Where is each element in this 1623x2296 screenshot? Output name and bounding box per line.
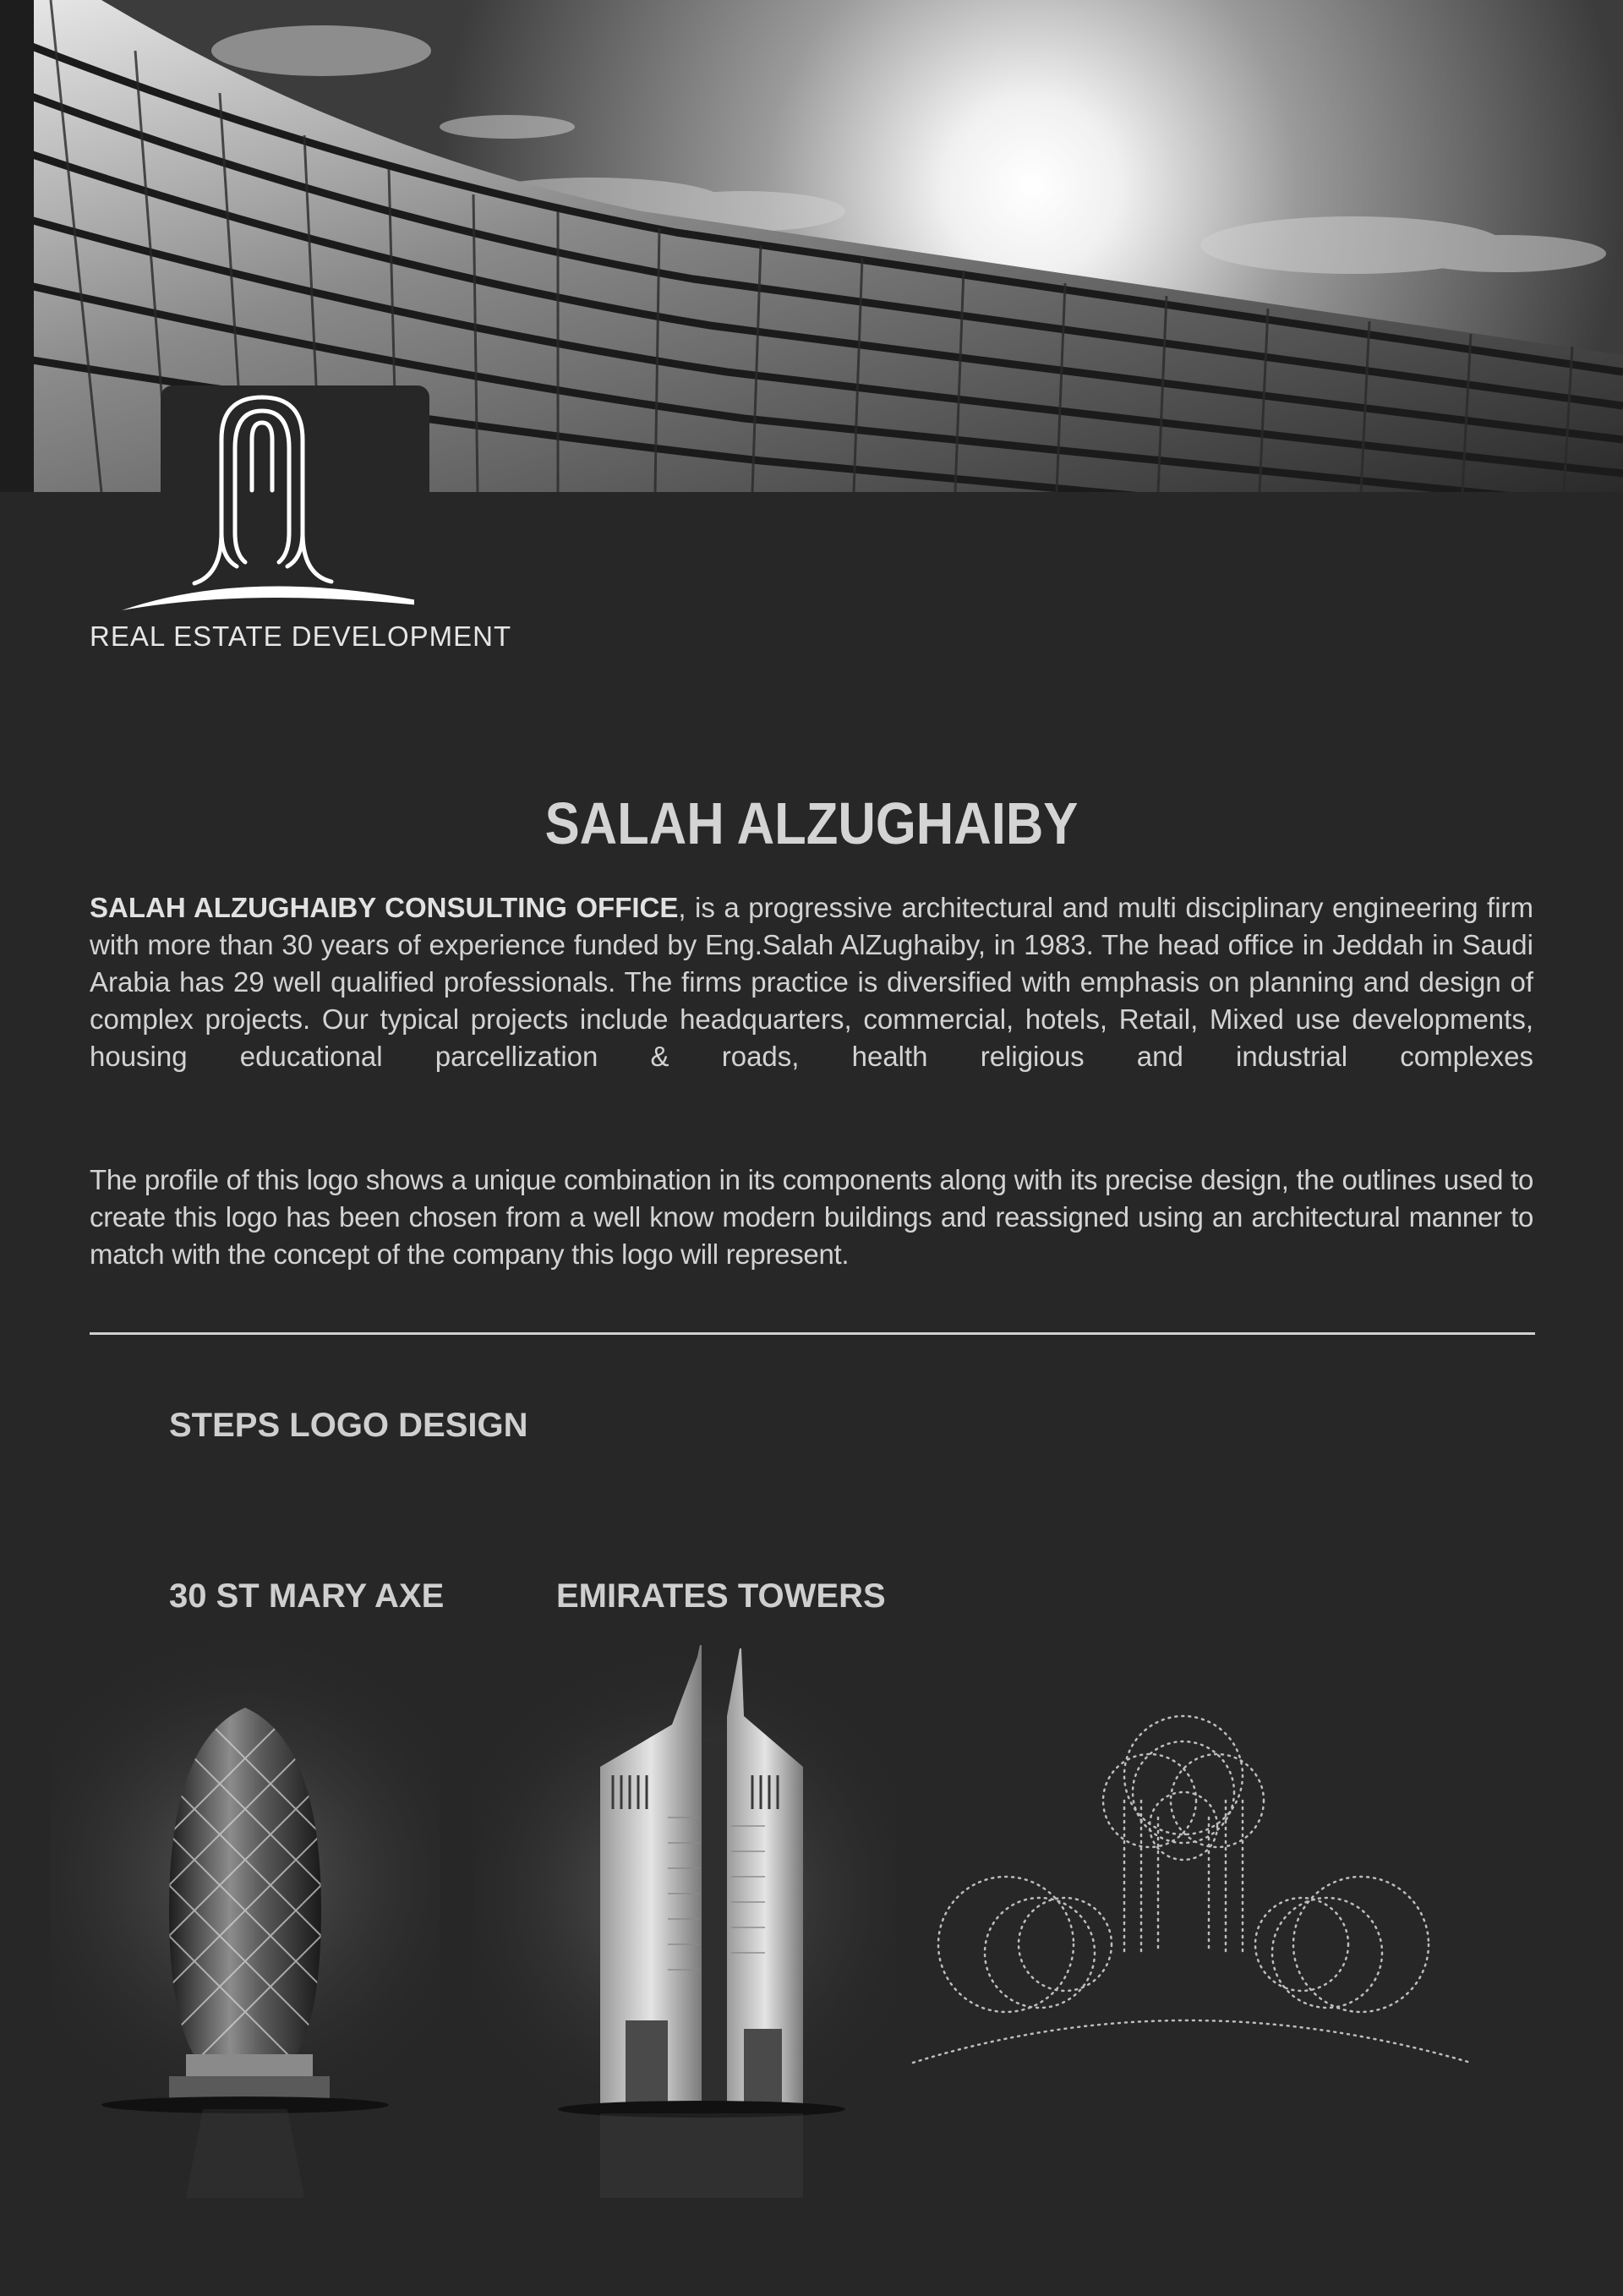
emirates-towers-icon [473, 1623, 896, 2232]
company-name: SALAH ALZUGHAIBY CONSULTING OFFICE [90, 892, 679, 923]
intro-text: , is a progressive architectural and multi disciplinary engineering firm with more than 30 years of experience funded by Eng.Salah AlZughaiby, in 1983. The head office in Jeddah in Saudi Arabia has 29 well qualified professionals. The firms practice is diversified with emphasis on planning and design of complex projects. Our typical projects include headquarters, commercial, hotels, Retail, Mixed use developments, housing educational parcellization & roads, health religious and industrial complexes [90, 892, 1534, 1072]
steps-title: STEPS LOGO DESIGN [169, 1407, 528, 1444]
arch-logo-icon [110, 389, 414, 626]
logo-construction-icon [896, 1699, 1488, 2080]
intro-paragraph [90, 889, 1533, 1075]
profile-paragraph: The profile of this logo shows a unique combination in its components along with its precise design, the outlines used to create this logo has been chosen from a well know modern buildings and reassigned using an architectural manner to match with the concept of the company this logo will represent. [90, 1164, 1533, 1270]
page-title: SALAH ALZUGHAIBY [544, 790, 1079, 856]
emirates-label: EMIRATES TOWERS [556, 1577, 886, 1615]
logo-caption: REAL ESTATE DEVELOPMENT [90, 620, 512, 652]
gherkin-label: 30 ST MARY AXE [169, 1577, 445, 1615]
gherkin-building-icon [51, 1623, 440, 2232]
section-divider [90, 1332, 1535, 1335]
